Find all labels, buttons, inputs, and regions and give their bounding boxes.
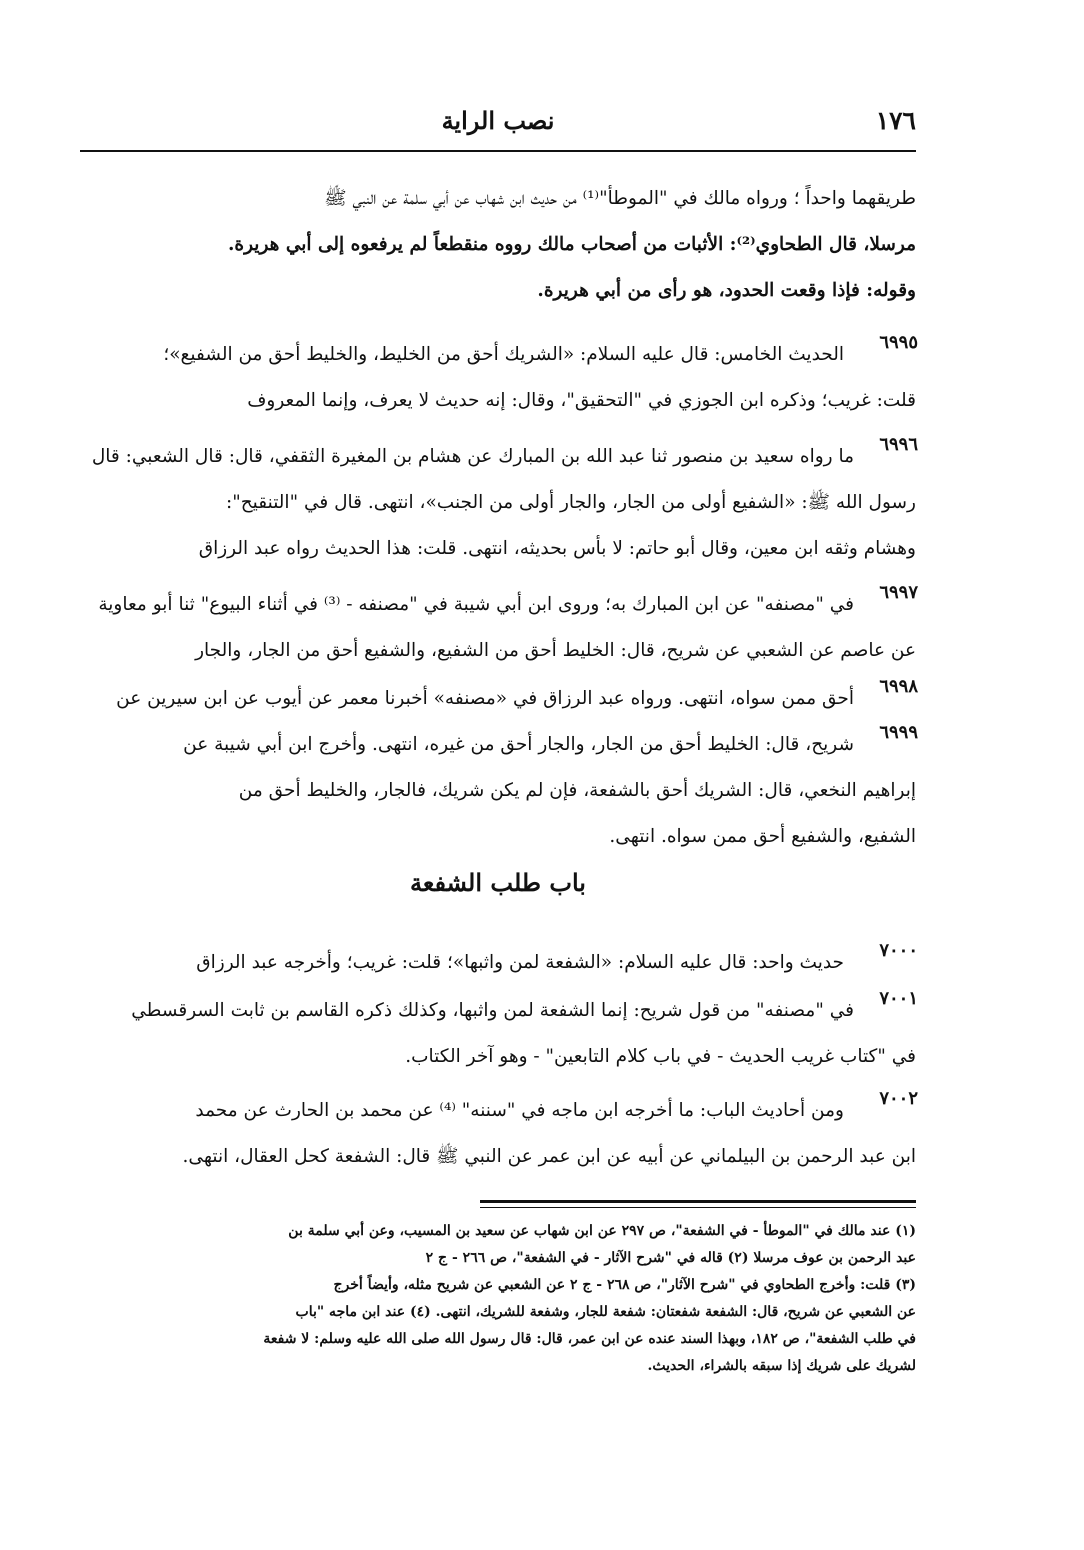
text-line: قلت: غريب؛ وذكره ابن الجوزي في "التحقيق"، وقال: إنه حديث لا يعرف، وإنما المعروف [247,390,916,411]
hadith-number: ٦٩٩٧ [879,582,918,603]
text-line: في "مصنفه" من قول شريح: إنما الشفعة لمن واثبها، وكذلك ذكره القاسم بن ثابت السرقسطي [131,1000,854,1021]
hadith-7001 [80,988,916,1080]
text-line: إبراهيم النخعي، قال: الشريك أحق بالشفعة، فإن لم يكن شريك، فالجار، والخليط أحق من [238,780,916,801]
text-line: ومن أحاديث الباب: ما أخرجه ابن ماجه في "سننه" ⁽⁴⁾ عن محمد بن الحارث عن محمد [195,1100,844,1121]
hadith-6996 [80,434,916,572]
text-line: وهشام وثقه ابن معين، وقال أبو حاتم: لا بأس بحديثه، انتهى. قلت: هذا الحديث رواه عبد الرزاق [198,538,916,559]
footnote-line: (٣) قلت: وأخرج الطحاوي في "شرح الآثار"، ص ٢٦٨ - ج ٢ عن الشعبي عن شريح مثله، وأيضاً أخرج [333,1277,916,1293]
text-line: حديث واحد: قال عليه السلام: «الشفعة لمن واثبها»؛ قلت: غريب؛ وأخرجه عبد الرزاق [196,952,844,973]
hadith-number: ٧٠٠٢ [879,1088,918,1109]
footnotes [80,1218,916,1380]
footnote-line: عن الشعبي عن شريح، قال: الشفعة شفعتان: شفعة للجار، وشفعة للشريك، انتهى. (٤) عند ابن ماجه "باب [295,1304,916,1320]
hadith-6998 [80,676,916,722]
text-line: وقوله: فإذا وقعت الحدود، هو رأى من أبي هريرة. [537,280,916,301]
text-line: شريح، قال: الخليط أحق من الجار، والجار أحق من غيره، انتهى. وأخرج ابن أبي شيبة عن [183,734,854,755]
text-line: رسول الله ﷺ: «الشفيع أولى من الجار، والجار أولى من الجنب»، انتهى. قال في "التنقيح": [226,492,916,513]
hadith-7002 [80,1088,916,1180]
hadith-6997 [80,582,916,674]
hadith-number: ٦٩٩٦ [879,434,918,455]
hadith-6999 [80,722,916,860]
intro-paragraph [80,176,916,314]
text-line: مرسلا، قال الطحاوي⁽²⁾: الأثبات من أصحاب مالك رووه منقطعاً لم يرفعوه إلى أبي هريرة. [227,234,916,255]
page-header [80,104,916,144]
hadith-number: ٧٠٠١ [879,988,918,1009]
hadith-7000 [80,940,916,986]
text-line: ابن عبد الرحمن بن البيلماني عن أبيه عن ابن عمر عن النبي ﷺ قال: الشفعة كحل العقال، انتهى. [182,1146,916,1167]
footnote-line: عبد الرحمن بن عوف مرسلا (٢) قاله في "شرح الآثار - في الشفعة"، ص ٢٦٦ - ج ٢ [425,1250,916,1266]
page-number: ١٧٦ [875,106,916,135]
footnote-line: في طلب الشفعة"، ص ١٨٢، وبهذا السند عنده عن ابن عمر، قال: قال رسول الله صلى الله عليه وسلم: لا شفعة [263,1331,916,1347]
footnote-rule-thin [480,1207,916,1208]
footnote-line: لشريك على شريك إذا سبقه بالشراء، الحديث. [647,1358,916,1374]
footnote-line: (١) عند مالك في "الموطأ - في الشفعة"، ص ٢٩٧ عن ابن شهاب عن سعيد بن المسيب، وعن أبي سلمة بن [288,1223,916,1239]
running-title: نصب الراية [441,106,555,135]
text-line: الحديث الخامس: قال عليه السلام: «الشريك أحق من الخليط، والخليط أحق من الشفيع»؛ [163,344,844,365]
hadith-6995 [80,332,916,424]
text-line: عن عاصم عن الشعبي عن شريح، قال: الخليط أحق من الشفيع، والشفيع أحق من الجار، والجار [195,640,916,661]
header-rule [80,150,916,152]
hadith-number: ٧٠٠٠ [879,940,918,961]
text-line: ما رواه سعيد بن منصور ثنا عبد الله بن المبارك عن هشام بن المغيرة الثقفي، قال: قال الشعبي: قال [91,446,854,467]
hadith-number: ٦٩٩٥ [879,332,918,353]
footnote-rule [480,1200,916,1203]
hadith-number: ٦٩٩٨ [879,676,918,697]
text-line: طريقهما واحداً ؛ ورواه مالك في "الموطأ"⁽¹⁾ من حديث ابن شهاب عن أبي سلمة عن النبي ﷺ [324,188,916,209]
text-line: في "مصنفه" عن ابن المبارك به؛ وروى ابن أبي شيبة في "مصنفه - ⁽³⁾ في أثناء البيوع" ثنا أبو معاوية [98,594,854,615]
text-line: في "كتاب غريب الحديث - في باب كلام التابعين" - وهو آخر الكتاب. [405,1046,916,1067]
text-line: الشفيع، والشفيع أحق ممن سواه. انتهى. [609,826,916,847]
section-title: باب طلب الشفعة [410,868,586,897]
hadith-number: ٦٩٩٩ [879,722,918,743]
text-line: أحق ممن سواه، انتهى. ورواه عبد الرزاق في «مصنفه» أخبرنا معمر عن أيوب عن ابن سيرين عن [116,688,854,709]
